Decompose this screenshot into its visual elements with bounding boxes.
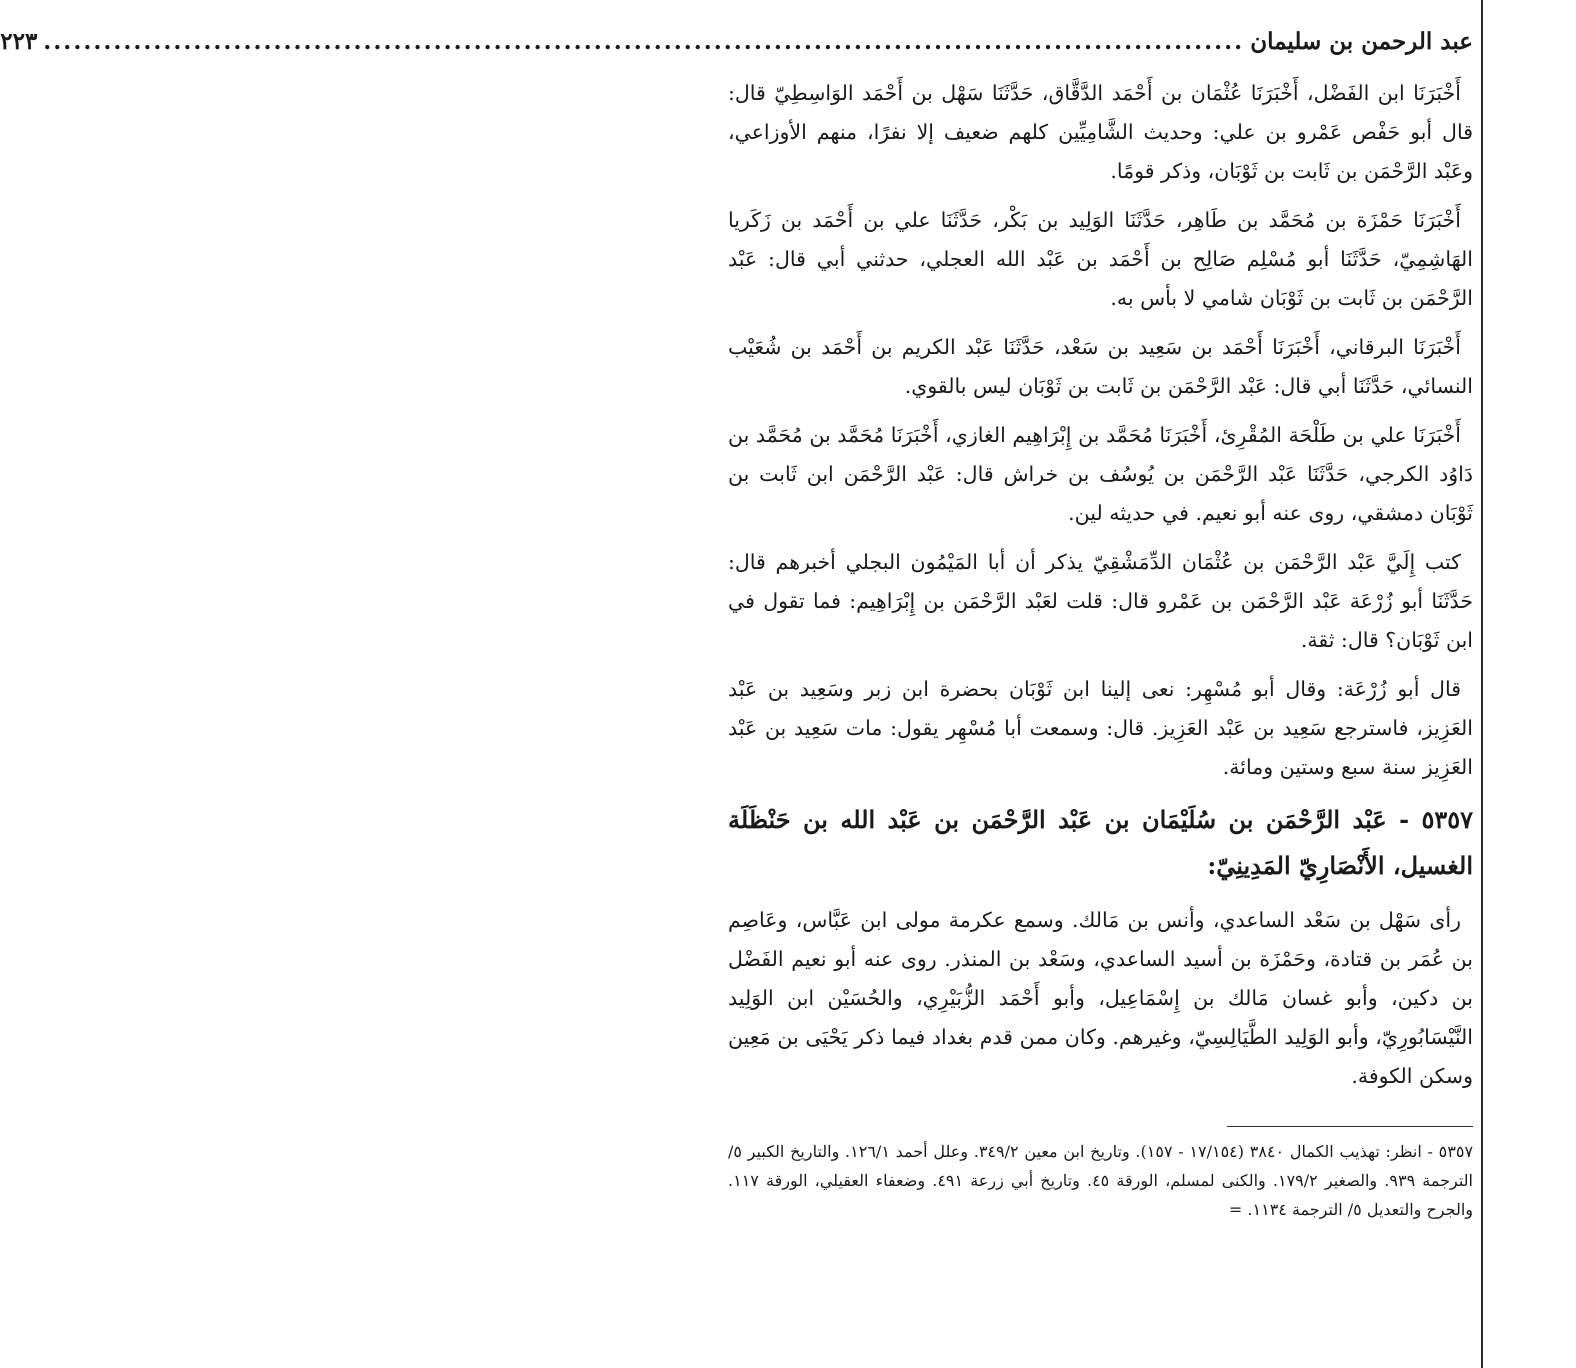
paragraph-1: أَخْبَرَنَا ابن الفَضْل، أَخْبَرَنَا عُثْمَان بن أَحْمَد الدَّقَّاق، حَدَّثَنَا سَهْل بن أَحْمَد الوَاسِطِيّ قال: قال أبو حَفْص عَمْرو بن علي: وحديث الشَّامِيِّين كلهم ضعيف إلا نفرًا، منهم الأوزاعي، وعَبْد الرَّحْمَن بن ثَابت بن ثَوْبَان، وذكر قومًا. [728, 81, 1473, 183]
paragraph-2: أَخْبَرَنَا حَمْزَة بن مُحَمَّد بن طَاهِر، حَدَّثَنَا الوَلِيد بن بَكْر، حَدَّثَنَا علي بن أَحْمَد بن زَكَريا الهَاشِمِيّ، حَدَّثَنَا أبو مُسْلِم صَالِح بن أَحْمَد بن عَبْد الله العجلي، حدثني أبي قال: عَبْد الرَّحْمَن بن ثَابت بن ثَوْبَان شامي لا بأس به. [728, 208, 1473, 310]
running-head [0, 28, 1473, 74]
running-head-leader-dots: ........................................................................................................................ [43, 28, 1245, 55]
paragraph-4: أَخْبَرَنَا علي بن طَلْحَة المُقْرِئ، أَخْبَرَنَا مُحَمَّد بن إِبْرَاهِيم الغازي، أَخْبَرَنَا مُحَمَّد بن مُحَمَّد بن دَاوُد الكرجي، حَدَّثَنَا عَبْد الرَّحْمَن بن يُوسُف بن خراش قال: عَبْد الرَّحْمَن ابن ثَابت بن ثَوْبَان دمشقي، روى عنه أبو نعيم. في حديثه لين. [728, 423, 1473, 525]
footnote: ٥٣٥٧ - انظر: تهذيب الكمال ٣٨٤٠ (١٧/١٥٤ - ١٥٧). وتاريخ ابن معين ٣٤٩/٢. وعلل أحمد ١٢٦/١. والتاريخ الكبير ٥/ الترجمة ٩٣٩. والصغير ١٧٩/٢. والكنى لمسلم، الورقة ٤٥. وتاريخ أبي زرعة ٤٩١. وضعفاء العقيلي، الورقة ١١٧. والجرح والتعديل ٥/ الترجمة ١١٣٤. = [728, 1142, 1474, 1219]
page-number: ٢٢٣ [0, 28, 38, 55]
entry-heading: ٥٣٥٧ - عَبْد الرَّحْمَن بن سُلَيْمَان بن عَبْد الرَّحْمَن بن عَبْد الله بن حَنْظَلَة الغسيل، الأَنْصَارِيّ المَدِينِيّ: [728, 805, 1473, 880]
entry-body: رأى سَهْل بن سَعْد الساعدي، وأنس بن مَالك. وسمع عكرمة مولى ابن عَبَّاس، وعَاصِم بن عُمَر بن قتادة، وحَمْزَة بن أسيد الساعدي، وسَعْد بن المنذر. روى عنه أبو نعيم الفَضْل بن دكين، وأبو غسان مَالك بن إِسْمَاعِيل، وأبو أَحْمَد الزُّبَيْرِي، والحُسَيْن ابن الوَلِيد النَّيْسَابُورِيّ، وأبو الوَلِيد الطَّيَالِسِيّ، وغيرهم. وكان ممن قدم بغداد فيما ذكر يَحْيَى بن مَعِين وسكن الكوفة. [728, 908, 1473, 1088]
paragraph-6: قال أبو زُرْعَة: وقال أبو مُسْهِر: نعى إلينا ابن ثَوْبَان بحضرة ابن زبر وسَعِيد بن عَبْد العَزِيز، فاسترجع سَعِيد بن عَبْد العَزِيز. قال: وسمعت أبا مُسْهِر يقول: مات سَعِيد بن عَبْد العَزِيز سنة سبع وستين ومائة. [728, 677, 1473, 779]
running-head-title: عبد الرحمن بن سليمان [1250, 28, 1473, 55]
paragraph-3: أَخْبَرَنَا البرقاني، أَخْبَرَنَا أَحْمَد بن سَعِيد بن سَعْد، حَدَّثَنَا عَبْد الكريم بن أَحْمَد بن شُعَيْب النسائي، حَدَّثَنَا أبي قال: عَبْد الرَّحْمَن بن ثَابت بن ثَوْبَان ليس بالقوي. [728, 335, 1473, 398]
paragraph-5: كتب إِلَيَّ عَبْد الرَّحْمَن بن عُثْمَان الدِّمَشْقِيّ يذكر أن أبا المَيْمُون البجلي أخبرهم قال: حَدَّثَنَا أبو زُرْعَة عَبْد الرَّحْمَن بن عَمْرو قال: قلت لعَبْد الرَّحْمَن بن إِبْرَاهِيم: فما تقول في ابن ثَوْبَان؟ قال: ثقة. [728, 550, 1473, 652]
page-edge-rule [1481, 0, 1483, 1368]
footnote-separator [1227, 1126, 1473, 1127]
page-content [0, 28, 1474, 1224]
